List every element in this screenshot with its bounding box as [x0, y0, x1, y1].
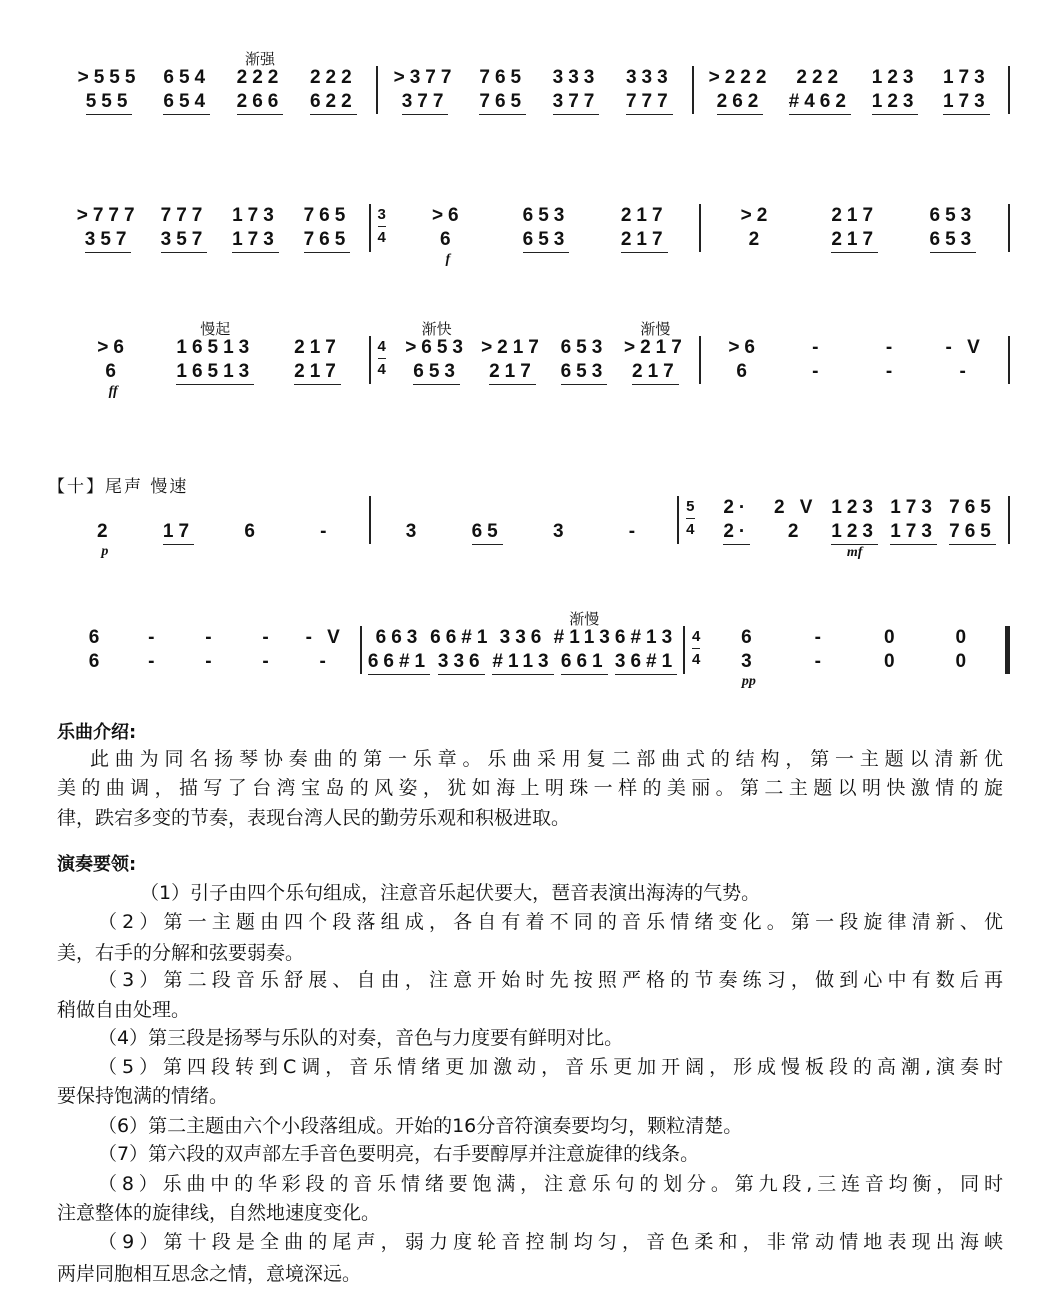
note-group: [460, 478, 514, 565]
lower-voice-notes: 622: [310, 90, 357, 115]
lower-voice-notes: -: [148, 651, 160, 672]
lower-voice-notes: 2·: [723, 520, 750, 545]
note-group: [868, 48, 922, 135]
note-group: [421, 186, 475, 273]
note-group: [298, 608, 352, 694]
intro-heading: 乐曲介绍:: [57, 722, 137, 743]
measure: [694, 48, 1008, 135]
upper-voice-notes: -: [262, 627, 274, 648]
upper-voice-notes: 16513: [176, 337, 255, 358]
score-system-3: [62, 318, 1010, 405]
lower-voice-notes: 6: [105, 361, 121, 382]
lower-voice-notes: 765: [479, 90, 526, 115]
lower-voice-notes: 2: [748, 229, 765, 250]
final-barline: [1005, 626, 1010, 674]
note-group: [86, 318, 140, 405]
upper-voice-notes: 123: [871, 67, 919, 88]
lower-voice-notes: -: [319, 651, 331, 672]
note-group: [709, 48, 772, 135]
upper-voice-notes: 66#1: [430, 627, 493, 648]
note-group: [127, 608, 181, 694]
lower-voice-notes: 777: [626, 90, 673, 115]
tip-line: 稍做自由处理。: [57, 999, 191, 1021]
upper-voice-notes: >217: [623, 337, 687, 358]
note-group: [624, 318, 687, 405]
dynamic-marking: f: [445, 252, 451, 267]
measure: [371, 478, 678, 565]
upper-voice-notes: 217: [620, 205, 668, 226]
lower-voice-notes: 654: [163, 90, 210, 115]
upper-voice-notes: 765: [479, 67, 527, 88]
upper-voice-notes: 123: [831, 497, 878, 518]
tip-line: （3）第二段音乐舒展、自由，注意开始时先按照严格的节奏练习，做到心中有数后再: [98, 969, 1003, 991]
note-group: [78, 478, 132, 565]
lower-voice-notes: 336: [438, 650, 485, 675]
upper-voice-notes: - V: [305, 627, 345, 648]
upper-voice-notes: >555: [77, 67, 141, 88]
note-group: [793, 608, 847, 694]
lower-voice-notes: 6: [244, 521, 260, 542]
lower-voice-notes: 123: [831, 520, 878, 545]
upper-voice-notes: 333: [552, 67, 600, 88]
note-group: [299, 478, 353, 565]
upper-voice-notes: 0: [955, 627, 972, 648]
upper-voice-notes: -: [812, 337, 824, 358]
score-system-4: [62, 478, 1010, 565]
upper-voice-notes: 653: [929, 205, 977, 226]
upper-voice-notes: 173: [942, 67, 990, 88]
note-group: [717, 318, 771, 404]
note-group: [789, 48, 851, 135]
tip-line: （5）第四段转到C调，音乐情绪更加激动，音乐更加开阔，形成慢板段的高潮,演奏时: [98, 1056, 1003, 1078]
measure: [62, 186, 369, 273]
tip-line: （8）乐曲中的华彩段的音乐情绪要饱满，注意乐句的划分。第九段,三连音均衡，同时: [98, 1173, 1003, 1195]
lower-voice-notes: 0: [955, 651, 972, 672]
upper-voice-notes: 653: [522, 205, 570, 226]
note-group: [368, 608, 430, 695]
upper-voice-notes: 6#13: [614, 627, 678, 648]
upper-voice-notes: 777: [160, 205, 208, 226]
note-group: [791, 318, 845, 404]
note-group: [887, 478, 941, 565]
note-group: [828, 186, 882, 273]
note-group: [77, 186, 140, 273]
note-group: [865, 608, 919, 694]
dynamic-marking: p: [101, 544, 109, 559]
score-system-5: [62, 608, 1010, 695]
tip-line: （2）第一主题由四个段落组成，各自有着不同的音乐情绪变化。第一段旋律清新、优: [98, 911, 1003, 933]
note-group: [622, 48, 676, 135]
note-group: [549, 48, 603, 135]
lower-voice-notes: 173: [232, 228, 279, 253]
note-group: [926, 186, 980, 273]
barline: [1008, 66, 1010, 114]
note-group: [938, 318, 992, 404]
note-group: [394, 48, 457, 135]
lower-voice-notes: 2: [787, 521, 804, 542]
dynamic-marking: ff: [108, 384, 118, 399]
lower-voice-notes: #462: [789, 90, 851, 115]
note-group: [939, 48, 993, 135]
note-group: [729, 186, 783, 273]
tip-line: 美，右手的分解和弦要弱奏。: [57, 942, 305, 964]
lower-voice-notes: 377: [553, 90, 600, 115]
upper-voice-notes: 336: [499, 627, 547, 648]
tip-line: 要保持饱满的情绪。: [57, 1085, 229, 1107]
upper-voice-notes: 2·: [723, 497, 751, 518]
upper-voice-notes: -: [205, 627, 217, 648]
upper-voice-notes: 222: [236, 67, 284, 88]
upper-voice-notes: -: [814, 627, 826, 648]
tempo-marking: 渐快: [421, 320, 452, 338]
lower-voice-notes: 123: [872, 90, 919, 115]
lower-voice-notes: 217: [621, 228, 668, 253]
measure: [62, 478, 369, 565]
lower-voice-notes: 17: [163, 520, 194, 545]
upper-voice-notes: - V: [945, 337, 985, 358]
lower-voice-notes: 66#1: [368, 650, 430, 675]
lower-voice-notes: 765: [949, 520, 996, 545]
upper-voice-notes: 6: [741, 627, 757, 648]
time-signature-bottom: 4: [377, 361, 386, 378]
lower-voice-notes: -: [628, 521, 641, 542]
lower-voice-notes: 653: [561, 360, 608, 385]
lower-voice-notes: 555: [86, 90, 133, 115]
barline: [1008, 336, 1010, 384]
lower-voice-notes: #113: [492, 650, 553, 675]
upper-voice-notes: >2: [740, 205, 773, 226]
note-group: [291, 318, 345, 405]
measure: [701, 318, 1008, 404]
lower-voice-notes: -: [320, 521, 332, 542]
upper-voice-notes: 173: [232, 205, 279, 226]
note-group: [405, 318, 468, 405]
note-group: [70, 608, 124, 694]
upper-voice-notes: 222: [309, 67, 357, 88]
note-group: [225, 478, 279, 565]
note-group: [241, 608, 295, 694]
lower-voice-notes: 173: [943, 90, 990, 115]
upper-voice-notes: 173: [890, 497, 937, 518]
note-group: [534, 478, 588, 565]
upper-voice-notes: -: [885, 337, 898, 358]
lower-voice-notes: 262: [717, 90, 764, 115]
upper-voice-notes: 217: [831, 205, 879, 226]
upper-voice-notes: >6: [431, 205, 464, 226]
upper-voice-notes: >6: [728, 337, 760, 358]
upper-voice-notes: 6: [88, 627, 105, 648]
measure: [62, 608, 360, 694]
note-group: [864, 318, 918, 404]
lower-voice-notes: 36#1: [615, 650, 677, 675]
time-signature: [685, 626, 707, 671]
lower-voice-notes: 377: [402, 90, 449, 115]
note-group: [945, 478, 999, 565]
time-signature: [371, 204, 393, 249]
upper-voice-notes: 222: [796, 67, 844, 88]
intro-line: 律，跌宕多变的节奏，表现台湾人民的勤劳乐观和积极进取。: [57, 807, 571, 829]
measure: [62, 48, 376, 135]
tip-line: （9）第十段是全曲的尾声，弱力度轮音控制均匀，音色柔和，非常动情地表现出海峡: [98, 1231, 1003, 1253]
lower-voice-notes: 653: [413, 360, 460, 385]
time-signature-top: 4: [692, 626, 700, 649]
tempo-marking: 渐强: [245, 50, 276, 68]
score-system-1: [62, 48, 1010, 135]
note-group: [160, 48, 214, 135]
note-group: [828, 478, 882, 565]
lower-voice-notes: 217: [294, 360, 341, 385]
tempo-marking: 渐慢: [569, 610, 600, 628]
note-group: [306, 48, 360, 135]
barline: [1008, 496, 1010, 544]
intro-line: 美的曲调，描写了台湾宝岛的风姿，犹如海上明珠一样的美丽。第二主题以明快激情的旋: [57, 777, 1003, 799]
upper-voice-notes: >377: [393, 67, 457, 88]
measure: [701, 186, 1008, 273]
tip-line: （7）第六段的双声部左手音色要明亮，右手要醇厚并注意旋律的线条。: [98, 1143, 700, 1165]
upper-voice-notes: >777: [76, 205, 140, 226]
upper-voice-notes: 333: [625, 67, 673, 88]
note-group: [151, 478, 205, 565]
time-signature: [679, 496, 701, 541]
note-group: [233, 48, 287, 135]
note-group: [607, 478, 661, 565]
dynamic-marking: mf: [846, 545, 863, 560]
tip-line: （6）第二主题由六个小段落组成。开始的16分音符演奏要均匀，颗粒清楚。: [98, 1115, 743, 1137]
measure: [707, 608, 1005, 694]
intro-line: 此曲为同名扬琴协奏曲的第一乐章。乐曲采用复二部曲式的结构，第一主题以清新优: [90, 748, 1003, 770]
upper-voice-notes: 0: [883, 627, 900, 648]
lower-voice-notes: 357: [161, 228, 208, 253]
upper-voice-notes: #113: [553, 627, 615, 648]
lower-voice-notes: 6: [736, 361, 752, 382]
lower-voice-notes: -: [205, 651, 217, 672]
lower-voice-notes: -: [262, 651, 274, 672]
note-group: [157, 186, 211, 273]
tip-line: 两岸同胞相互思念之情，意境深远。: [57, 1263, 362, 1285]
lower-voice-notes: 266: [237, 90, 284, 115]
lower-voice-notes: 0: [883, 651, 900, 672]
time-signature-top: 5: [686, 496, 694, 519]
lower-voice-notes: -: [814, 651, 826, 672]
lower-voice-notes: 65: [472, 520, 503, 545]
note-group: [176, 318, 254, 405]
tempo-marking: 慢起: [200, 320, 231, 338]
lower-voice-notes: 653: [523, 228, 570, 253]
time-signature-bottom: 4: [691, 651, 701, 668]
measure: [393, 186, 700, 273]
lower-voice-notes: 2: [97, 521, 113, 542]
lower-voice-notes: 765: [304, 228, 351, 253]
note-group: [228, 186, 282, 273]
upper-voice-notes: >222: [708, 67, 772, 88]
note-group: [184, 608, 238, 694]
upper-voice-notes: 765: [303, 205, 351, 226]
tip-line: （1）引子由四个乐句组成，注意音乐起伏要大，琶音表演出海涛的气势。: [140, 882, 761, 904]
score-system-2: [62, 186, 1010, 273]
note-group: [78, 48, 141, 135]
time-signature-bottom: 4: [686, 521, 695, 538]
tempo-marking: 渐慢: [640, 320, 671, 338]
lower-voice-notes: -: [885, 361, 898, 382]
upper-voice-notes: 2 V: [773, 497, 818, 518]
time-signature: [371, 336, 393, 381]
barline: [1008, 204, 1010, 252]
lower-voice-notes: 3: [405, 521, 422, 542]
measure: [62, 318, 369, 405]
lower-voice-notes: 3: [553, 521, 569, 542]
note-group: [554, 608, 615, 695]
lower-voice-notes: 217: [632, 360, 679, 385]
note-group: [936, 608, 990, 694]
note-group: [615, 608, 677, 695]
lower-voice-notes: 6: [88, 651, 105, 672]
upper-voice-notes: 653: [560, 337, 608, 358]
lower-voice-notes: 661: [561, 650, 608, 675]
note-group: [722, 608, 776, 694]
lower-voice-notes: 357: [85, 228, 132, 253]
upper-voice-notes: 217: [294, 337, 341, 358]
note-group: [617, 186, 671, 273]
lower-voice-notes: 173: [890, 520, 937, 545]
upper-voice-notes: >6: [97, 337, 129, 358]
lower-voice-notes: -: [959, 361, 971, 382]
note-group: [430, 608, 492, 695]
lower-voice-notes: 6: [439, 229, 456, 250]
lower-voice-notes: -: [812, 361, 824, 382]
time-signature-top: 3: [378, 204, 386, 227]
measure: [378, 48, 692, 135]
measure: [701, 478, 1008, 565]
time-signature-bottom: 4: [377, 229, 386, 246]
note-group: [492, 608, 553, 695]
upper-voice-notes: 663: [375, 627, 423, 648]
upper-voice-notes: 765: [949, 497, 996, 518]
measure: [393, 318, 700, 405]
lower-voice-notes: 16513: [176, 360, 254, 385]
note-group: [387, 478, 441, 565]
note-group: [519, 186, 573, 273]
note-group: [476, 48, 530, 135]
note-group: [300, 186, 354, 273]
upper-voice-notes: 654: [163, 67, 211, 88]
time-signature-top: 4: [378, 336, 386, 359]
tip-line: 注意整体的旋律线，自然地速度变化。: [57, 1202, 381, 1224]
lower-voice-notes: 653: [930, 228, 977, 253]
lower-voice-notes: 217: [831, 228, 878, 253]
measure: [362, 608, 683, 695]
upper-voice-notes: >217: [481, 337, 544, 358]
note-group: [769, 478, 823, 565]
coda-header: 【十】尾声 慢速: [48, 477, 189, 497]
upper-voice-notes: -: [148, 627, 160, 648]
tips-heading: 演奏要领:: [57, 854, 137, 875]
lower-voice-notes: 217: [489, 360, 536, 385]
note-group: [481, 318, 544, 405]
lower-voice-notes: 3: [741, 651, 757, 672]
upper-voice-notes: >653: [405, 337, 468, 358]
note-group: [710, 478, 764, 565]
tip-line: （4）第三段是扬琴与乐队的对奏，音色与力度要有鲜明对比。: [98, 1027, 624, 1049]
note-group: [557, 318, 611, 405]
dynamic-marking: pp: [741, 674, 756, 689]
